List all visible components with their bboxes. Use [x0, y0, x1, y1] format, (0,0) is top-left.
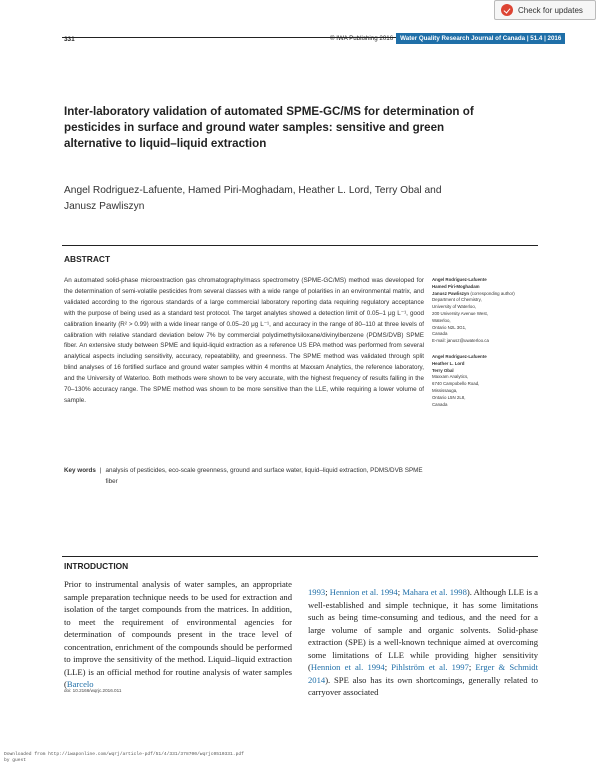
- download-line: Downloaded from http://iwaponline.com/wqrj/article-pdf/51/4/331/378700/wqrjc0510331.pdf: [4, 752, 244, 757]
- download-footer: [4, 752, 244, 764]
- doi[interactable]: doi: 10.2166/wqrjc.2016.011: [64, 688, 122, 693]
- intro-right-text: ). SPE also has its own shortcomings, generally related to carryover associated: [308, 674, 538, 697]
- aff-line: Waterloo,: [432, 317, 451, 323]
- introduction-heading: INTRODUCTION: [64, 561, 129, 571]
- aff-line: 6740 Campobello Road,: [432, 381, 480, 387]
- aff-line: Ontario N2L 3G1,: [432, 324, 467, 330]
- journal-volume: 51.4: [530, 35, 543, 42]
- aff-line: Maxxam Analytics,: [432, 374, 469, 380]
- check-updates-icon: [501, 4, 513, 16]
- publisher: © IWA Publishing 2016: [330, 35, 394, 42]
- citation-link[interactable]: Hennion et al. 1994: [310, 662, 385, 672]
- article-title: Inter-laboratory validation of automated SPME-GC/MS for determination of pesticides in surface and ground water samples: sensitive and green alternative to liquid–liquid extraction: [64, 105, 474, 150]
- abstract-heading: ABSTRACT: [64, 254, 111, 264]
- affiliation-block-1: [432, 277, 542, 345]
- aff-name: Angel Rodriguez-Lafuente: [432, 353, 487, 359]
- aff-line: Ontario L5N 2L8,: [432, 394, 466, 400]
- aff-name: Heather L. Lord: [432, 360, 465, 366]
- aff-line: Mississauga,: [432, 387, 458, 393]
- keywords-text: analysis of pesticides, eco-scale greenness, ground and surface water, liquid–liquid extraction, PDMS/DVB SPME fiber: [105, 467, 423, 485]
- journal-year: 2016: [547, 35, 562, 42]
- article-authors: Angel Rodriguez-Lafuente, Hamed Piri-Moghadam, Heather L. Lord, Terry Obal and Janusz Pawliszyn: [64, 185, 442, 212]
- keywords-label: Key words: [64, 467, 96, 474]
- intro-left-text: Prior to instrumental analysis of water samples, an appropriate sample preparation technique needs to be used for extraction and isolation of the target compounds from the matrices. In addition, to meet the requirement of environmental agencies for determination of compounds present in the trace level of concentration, enrichment of the compounds should be performed to improve the sensitivity of the method. Liquid–liquid extraction (LLE) is an official method for routine analysis of water samples (: [64, 579, 292, 689]
- abstract-rule: [62, 245, 538, 246]
- introduction-rule: [62, 556, 538, 557]
- affiliations: [432, 277, 542, 417]
- aff-line: University of Waterloo,: [432, 304, 477, 310]
- citation-link[interactable]: Erger & Schmidt 2014: [308, 662, 538, 685]
- aff-line: Canada: [432, 331, 448, 337]
- intro-right-column: 1993; Hennion et al. 1994; Mahara et al. 1998). Although LLE is a well-established and simple technique, it has some limitations such as being time-consuming and tedious, and the need for a large volume of sample and organic solvents. Solid-phase extraction (SPE) is a well-known technique aimed at overcoming some limitations of LLE while providing higher sensitivity (Hennion et al. 1994; Pihlström et al. 1997; Erger & Schmidt 2014). SPE also has its own shortcomings, generally related to carryover associated: [308, 587, 538, 697]
- check-updates-label: Check for updates: [518, 5, 583, 15]
- aff-email[interactable]: E-mail: janusz@uwaterloo.ca: [432, 338, 489, 344]
- affiliation-block-2: [432, 354, 542, 408]
- keywords: Key words | analysis of pesticides, eco-scale greenness, ground and surface water, liquid–liquid extraction, PDMS/DVB SPME fiber: [64, 466, 424, 488]
- journal-name: Water Quality Research Journal of Canada: [400, 35, 526, 42]
- citation-link[interactable]: Barcelo: [66, 679, 94, 689]
- download-line-2: by guest: [4, 758, 27, 763]
- running-header: [330, 33, 565, 44]
- citation-link[interactable]: Pihlström et al. 1997: [391, 662, 469, 672]
- corresponding-note: (corresponding author): [470, 290, 515, 296]
- intro-left-column: [64, 578, 292, 691]
- journal-bar: Water Quality Research Journal of Canada | 51.4 | 2016: [396, 33, 565, 44]
- intro-right-text: ). Although LLE is a well-established and simple technique, it has some limitations such as being time-consuming and tedious, and the need for a large volume of sample and organic solvents. Solid-phase extraction (SPE) is a well-known technique aimed at overcoming some limitations of LLE while providing higher sensitivity (: [308, 587, 538, 672]
- citation-link[interactable]: 1993: [308, 587, 326, 597]
- aff-line: Canada: [432, 401, 448, 407]
- aff-name: Terry Obal: [432, 367, 454, 373]
- page-number: 331: [64, 36, 75, 43]
- aff-line: Department of Chemistry,: [432, 297, 482, 303]
- aff-name: Hamed Piri-Moghadam: [432, 283, 480, 289]
- citation-link[interactable]: Hennion et al. 1994: [329, 587, 398, 597]
- aff-line: 200 University Avenue West,: [432, 310, 488, 316]
- aff-name: Angel Rodriguez-Lafuente: [432, 277, 487, 282]
- check-for-updates-button[interactable]: [494, 0, 596, 20]
- aff-name: Janusz Pawliszyn: [432, 290, 470, 296]
- citation-link[interactable]: Mahara et al. 1998: [402, 587, 467, 597]
- abstract-text: An automated solid-phase microextraction gas chromatography/mass spectrometry (SPME-GC/MS) method was developed for the determination of semi-volatile pesticides from several classes with a wide range of polarities in an environmental matrix, and validated according to the rigorous standards of a large commercial laboratory reporting data requiring regulatory acceptance with the purpose of being used as a standard test protocol. The target analytes showed a detection limit of 0.05–1 μg L⁻¹, good calibration linearity (R² > 0.99) with a wide linear range of 0.05–20 μg L⁻¹, and accuracy in the range of 80–110 at three levels of calibration with relative standard deviation below 7% by commercial polydimethylsiloxane/divinylbenzene (PDMS/DVB) SPME fiber. An extensive study between SPME and liquid-liquid extraction as a reference US EPA method was performed from several analytical aspects including sensitivity, accuracy, repeatability, and greenness. The SPME method was validated through split blind analyses of 16 fortified surface and ground water samples within 4 months at Maxxam Analytics, the reference laboratory, and the University of Waterloo. Both methods were shown to be very accurate, with the highest frequency of results falling in the 70–130% accuracy range. The SPME method was shown to be more sensitive than the LLE, while requiring a lower volume of sample.: [64, 277, 424, 404]
